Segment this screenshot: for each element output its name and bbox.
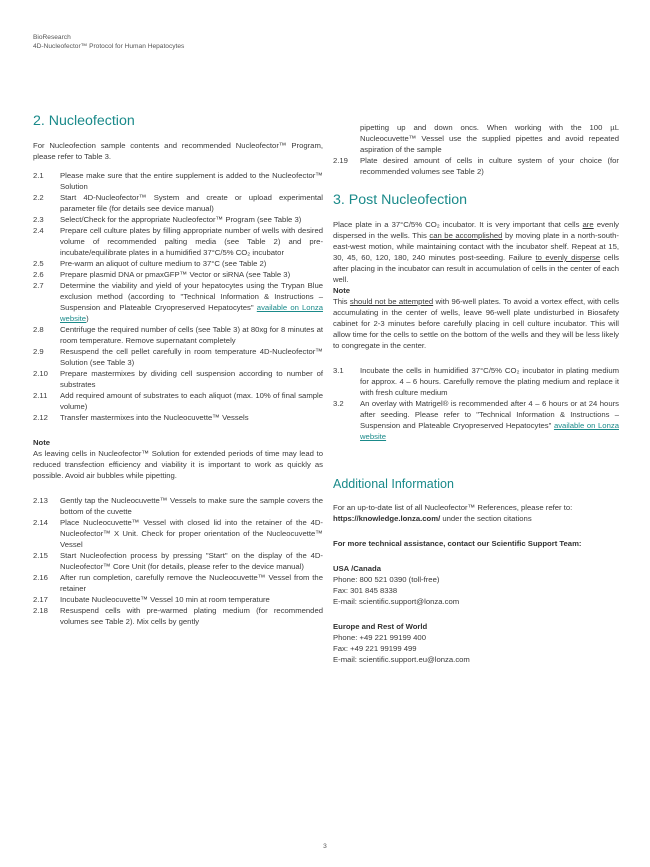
step-item — [33, 214, 323, 225]
eu-phone: Phone: +49 221 99199 400 — [333, 633, 426, 642]
step-text: Add required amount of substrates to each aliquot (max. 10% of final sample volume) — [60, 391, 323, 411]
nucleofection-intro: For Nucleofection sample contents and recommended Nucleofector™ Program, please refer to Table 3. — [33, 141, 323, 161]
step-number: 2.5 — [33, 259, 44, 268]
step-number: 2.6 — [33, 270, 44, 279]
step-text: After run completion, carefully remove the Nucleocuvette™ Vessel from the retainer — [60, 573, 323, 593]
step-item — [33, 225, 323, 258]
page-number: 3 — [323, 843, 327, 850]
step-item — [333, 155, 619, 177]
header-doc-title: 4D-Nucleofector™ Protocol for Human Hepatocytes — [33, 43, 185, 50]
post-note-heading: Note — [333, 286, 351, 295]
step-text — [60, 280, 323, 324]
eu-fax: Fax: +49 221 99199 499 — [333, 644, 417, 653]
step-number: 2.2 — [33, 193, 44, 202]
step-text-continued: pipetting up and down oncs. When working with the 100 µL Nucleocuvette™ Vessel use the supplied pipettes and avoid repeated aspiration of the sample — [360, 123, 619, 154]
step-text: Resuspend cells with pre-warmed plating medium (for recommended volumes see Table 2). Mix cells by gently — [60, 606, 323, 626]
step-list-c — [33, 495, 323, 627]
step-text: Incubate the cells in humidified 37°C/5% CO₂ incubator in plating medium for approx. 4 – 6 hours. Carefully remove the plating medium and replace it with fresh culture medium — [360, 366, 619, 397]
step-number: 2.4 — [33, 226, 44, 235]
note-heading: Note — [33, 438, 51, 447]
step-text: Prepare cell culture plates by filling appropriate number of wells with desired volume of recommended palting media (see Table 2) and pre-incubate/equilibrate plates in a humidified 37°C/5% CO₂ incubator — [60, 226, 323, 257]
left-column — [33, 112, 323, 627]
support-heading: For more technical assistance, contact our Scientific Support Team: — [333, 539, 582, 548]
step-text: Prepare plasmid DNA or pmaxGFP™ Vector or siRNA (see Table 3) — [60, 270, 291, 279]
step-text: Select/Check for the appropriate Nucleofector™ Program (see Table 3) — [60, 215, 302, 224]
step-text: Start 4D-Nucleofector™ System and create or upload experimental parameter file (for details see device manual) — [60, 193, 323, 213]
step-number: 2.10 — [33, 369, 48, 378]
step-text: Plate desired amount of cells in culture system of your choice (for recommended volumes see Table 2) — [360, 156, 619, 176]
step-number: 2.19 — [333, 156, 348, 165]
step-number: 2.7 — [33, 281, 44, 290]
step-text: Please make sure that the entire supplement is added to the Nucleofector™ Solution — [60, 171, 323, 191]
step-number: 2.1 — [33, 171, 44, 180]
eu-email[interactable]: E-mail: scientific.support.eu@lonza.com — [333, 655, 470, 664]
step-number: 2.11 — [33, 391, 48, 400]
step-text: Prepare mastermixes by dividing cell suspension according to number of substrates — [60, 369, 323, 389]
step-item — [33, 412, 323, 423]
references-line: https://knowledge.lonza.com/ under the section citations — [333, 514, 532, 523]
step-item — [33, 192, 323, 214]
step-item — [33, 324, 323, 346]
step-text: Gently tap the Nucleocuvette™ Vessels to make sure the sample covers the bottom of the cuvette — [60, 496, 323, 516]
step-number: 2.9 — [33, 347, 44, 356]
step-item — [333, 365, 619, 398]
page-header — [33, 33, 184, 51]
step-number: 2.17 — [33, 595, 48, 604]
step-list-b — [33, 324, 323, 423]
usa-phone: Phone: 800 521 0390 (toll-free) — [333, 575, 440, 584]
step-text-main: Determine the viability and yield of your hepatocytes using the Trypan Blue exclusion method (according to "Technical Information & Instructions – Suspension and Plateable Cryopreserved Hepatocytes" — [60, 281, 323, 312]
step-item — [33, 368, 323, 390]
step-number: 2.3 — [33, 215, 44, 224]
step-item — [33, 605, 323, 627]
step-item — [33, 269, 323, 280]
step-number: 2.18 — [33, 606, 48, 615]
post-nucleofection-heading: 3. Post Nucleofection — [333, 192, 468, 208]
step-item — [333, 398, 619, 442]
step-item — [33, 258, 323, 269]
step-number: 2.13 — [33, 496, 48, 505]
step-text-end: ) — [86, 314, 89, 323]
references-text: For an up-to-date list of all Nucleofector™ References, please refer to: — [333, 503, 573, 512]
step-list-a — [33, 170, 323, 280]
additional-information-heading: Additional Information — [333, 477, 454, 491]
step-item — [33, 550, 323, 572]
step-item — [33, 517, 323, 550]
step-item — [33, 346, 323, 368]
nucleofection-heading: 2. Nucleofection — [33, 113, 135, 129]
step-item — [33, 390, 323, 412]
step-number: 2.14 — [33, 518, 48, 527]
right-column — [333, 122, 619, 665]
step-item — [33, 572, 323, 594]
step-text: Resuspend the cell pellet carefully in room temperature 4D-Nucleofector™ Solution (see Table 3) — [60, 347, 323, 367]
post-nucleofection-paragraph: Place plate in a 37°C/5% CO₂ incubator. It is very important that cells are evenly dispersed in the wells. This can be accomplished by moving plate in a north-south-east-west motion, while maintaining contact with the incubator shelf. Repeat at 15, 30, 45, 60, 120, 180, 240 minutes post-seeding. Failure to evenly disperse cells after placing in the incubator can result in accumulation of cells in the center of each well. — [333, 220, 620, 284]
step-item — [33, 280, 323, 324]
step-text: Pre-warm an aliquot of culture medium to 37°C (see Table 2) — [60, 259, 267, 268]
step-number: 2.16 — [33, 573, 48, 582]
knowledge-link[interactable]: https://knowledge.lonza.com/ — [333, 514, 441, 523]
note-text: As leaving cells in Nucleofector™ Solution for extended periods of time may lead to reduced transfection efficiency and viability it is important to work as quickly as possible. Avoid air bubbles while pipetting. — [33, 449, 323, 480]
step-text: Place Nucleocuvette™ Vessel with closed lid into the retainer of the 4D-Nucleofector™ X Unit. Check for proper orientation of the Nucleocuvette™ Vessel — [60, 518, 323, 549]
step-item — [33, 495, 323, 517]
usa-fax: Fax: 301 845 8338 — [333, 586, 398, 595]
step-text: An overlay with Matrigel® is recommended after 4 – 6 hours or at 24 hours after seeding. Please refer to "Technical Information & Instructions – Suspension and Plateable Cryopreserved Hepatocytes" available on Lonza website — [360, 399, 619, 441]
step-item — [33, 594, 323, 605]
step-item — [33, 170, 323, 192]
step-number: 3.1 — [333, 366, 344, 375]
header-brand: BioResearch — [33, 34, 71, 41]
lonza-website-link[interactable]: available on Lonza website — [60, 303, 323, 323]
step-number: 2.15 — [33, 551, 48, 560]
post-note-text: This should not be attempted with 96-well plates. To avoid a vortex effect, with cells accumulating in the center of wells, leave 96-well plate undisturbed in Biosafety cabinet for 2-3 minutes before carefully placing in cell culture incubator. This will allow time for the cells to settle on the bottom of the wells and they will be less likely to congregate in the center. — [333, 297, 619, 350]
step-text: Start Nucleofection process by pressing "Start" on the display of the 4D-Nucleofector™ Core Unit (for details, please refer to the device manual) — [60, 551, 323, 571]
step-number: 2.8 — [33, 325, 44, 334]
usa-email[interactable]: E-mail: scientific.support@lonza.com — [333, 597, 460, 606]
step-text: Centrifuge the required number of cells (see Table 3) at 80xg for 8 minutes at room temperature. Remove supernatant completely — [60, 325, 323, 345]
step-text: Incubate Nucleocuvette™ Vessel 10 min at room temperature — [60, 595, 270, 604]
eu-heading: Europe and Rest of World — [333, 622, 428, 631]
usa-heading: USA /Canada — [333, 564, 381, 573]
lonza-website-link[interactable]: available on Lonza website — [360, 421, 619, 441]
step-text: Transfer mastermixes into the Nucleocuvette™ Vessels — [60, 413, 249, 422]
step-number: 2.12 — [33, 413, 48, 422]
step-number: 3.2 — [333, 399, 344, 408]
